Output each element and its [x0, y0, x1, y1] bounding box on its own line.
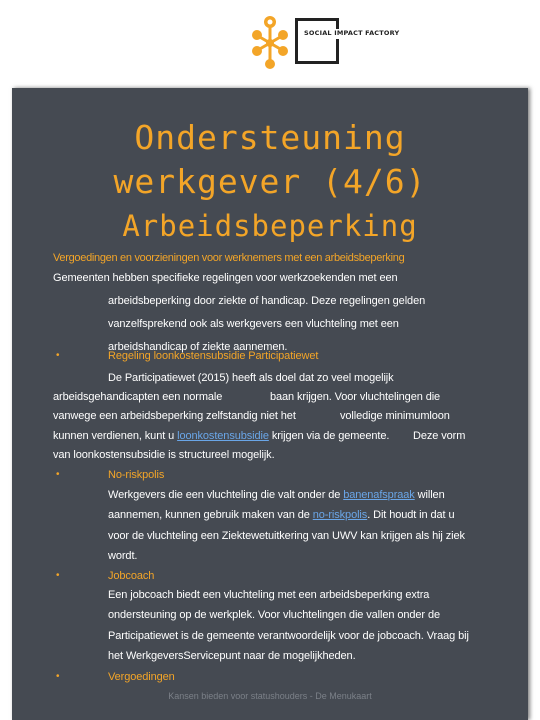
page-title-line-1: Ondersteuning: [134, 118, 406, 157]
page-title-line-2: werkgever (4/6): [113, 162, 427, 201]
norisk-line-2b: . Dit houdt in dat u: [367, 509, 455, 521]
jobcoach-line-2: ondersteuning op de werkplek. Voor vluchtelingen die vallen onder de: [108, 609, 440, 621]
heading-loonkostensubsidie: Regeling loonkostensubsidie Participatiewet: [108, 350, 319, 362]
heading-vergoedingen: Vergoedingen: [108, 671, 175, 683]
bullet-norisk: •: [56, 469, 60, 480]
norisk-line-1a: Werkgevers die een vluchteling die valt onder de: [108, 489, 341, 501]
loonkosten-line-5: van loonkostensubsidie is structureel mogelijk.: [53, 449, 275, 461]
loonkosten-line-2b: baan krijgen. Voor vluchtelingen die: [270, 391, 441, 403]
bullet-loonkosten: •: [56, 350, 60, 361]
bullet-vergoedingen: •: [56, 671, 60, 682]
page-footer: Kansen bieden voor statushouders - De Menukaart: [168, 691, 372, 701]
intro-line-3: vanzelfsprekend ook als werkgevers een vluchteling met een: [108, 318, 399, 330]
intro-line-4: arbeidshandicap of ziekte aannemen.: [108, 341, 288, 353]
no-riskpolis-link[interactable]: no-riskpolis: [312, 509, 368, 521]
heading-jobcoach: Jobcoach: [108, 570, 155, 582]
jobcoach-line-3: Participatiewet is de gemeente verantwoordelijk voor de jobcoach. Vraag bij: [108, 630, 469, 642]
banenafspraak-link[interactable]: banenafspraak: [343, 489, 415, 501]
molecule-logo-icon: [250, 14, 290, 72]
loonkosten-line-4b: krijgen via de gemeente.: [271, 430, 390, 442]
loonkosten-line-4: [53, 430, 389, 442]
jobcoach-line-4: het WerkgeversServicepunt naar de mogelijkheden.: [108, 650, 356, 662]
logo-text: SOCIAL IMPACT FACTORY: [304, 29, 400, 37]
norisk-line-1: [108, 489, 445, 501]
norisk-line-1b: willen: [417, 489, 445, 501]
intro-line-2: arbeidsbeperking door ziekte of handicap. Deze regelingen gelden: [108, 295, 426, 307]
loonkosten-line-3b: volledige minimumloon: [340, 410, 450, 422]
loonkosten-line-1: De Participatiewet (2015) heeft als doel dat zo veel mogelijk: [108, 372, 394, 384]
norisk-line-2a: aannemen, kunnen gebruik maken van de: [108, 509, 310, 521]
norisk-line-2: [108, 509, 454, 521]
page-subtitle-heading: Arbeidsbeperking: [122, 209, 418, 243]
section-subtitle: Vergoedingen en voorzieningen voor werknemers met een arbeidsbeperking: [53, 252, 405, 264]
social-impact-factory-logo: [295, 18, 400, 70]
heading-no-riskpolis: No-riskpolis: [108, 469, 165, 481]
loonkosten-line-2a: arbeidsgehandicapten een normale: [53, 391, 223, 403]
jobcoach-line-1: Een jobcoach biedt een vluchteling met een arbeidsbeperking extra: [108, 589, 430, 601]
loonkostensubsidie-link[interactable]: loonkostensubsidie: [177, 430, 269, 442]
norisk-line-4: wordt.: [108, 550, 138, 562]
intro-line-1: Gemeenten hebben specifieke regelingen voor werkzoekenden met een: [53, 272, 398, 284]
norisk-line-3: voor de vluchteling een Ziektewetuitkering van UWV kan krijgen als hij ziek: [108, 530, 465, 542]
loonkosten-line-4a: kunnen verdienen, kunt u: [53, 430, 175, 442]
bullet-jobcoach: •: [56, 570, 60, 581]
page-header: [0, 0, 540, 88]
loonkosten-line-3a: vanwege een arbeidsbeperking zelfstandig niet het: [53, 410, 296, 422]
loonkosten-line-4c: Deze vorm: [413, 430, 466, 442]
